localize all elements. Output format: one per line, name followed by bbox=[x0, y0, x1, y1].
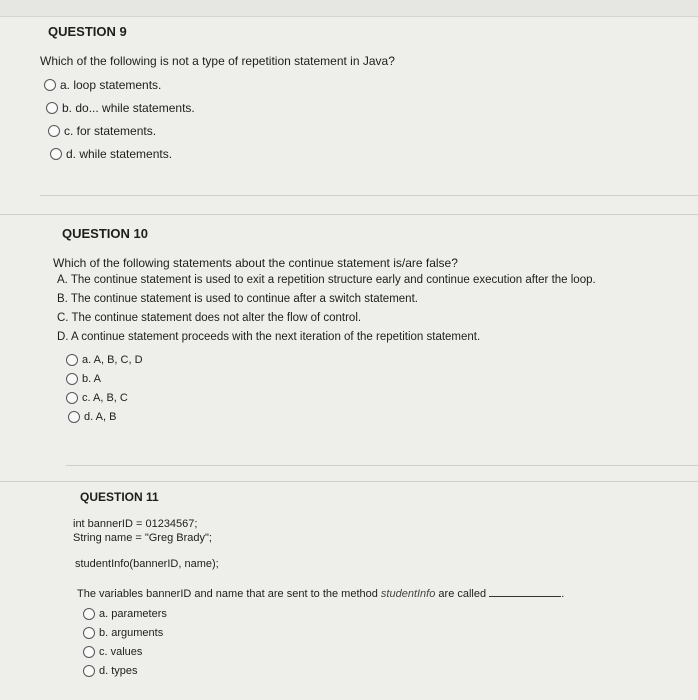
radio-button[interactable] bbox=[83, 646, 95, 658]
divider bbox=[66, 465, 698, 466]
radio-button[interactable] bbox=[46, 102, 58, 114]
option-label: b. do... while statements. bbox=[62, 100, 195, 115]
question-9-option-a[interactable] bbox=[44, 73, 680, 96]
option-label: a. parameters bbox=[99, 607, 167, 620]
question-11-option-a[interactable] bbox=[83, 604, 693, 623]
statement-c: C. The continue statement does not alter the flow of control. bbox=[57, 312, 362, 324]
question-9 bbox=[40, 24, 680, 165]
option-label: a. loop statements. bbox=[60, 77, 162, 92]
question-9-option-b[interactable] bbox=[46, 96, 680, 119]
divider bbox=[0, 481, 698, 482]
option-label: d. A, B bbox=[84, 410, 117, 423]
option-label: c. for statements. bbox=[64, 123, 157, 138]
method-name: studentInfo bbox=[380, 588, 436, 600]
option-label: b. A bbox=[82, 372, 101, 385]
radio-button[interactable] bbox=[66, 373, 78, 385]
question-9-option-c[interactable] bbox=[48, 119, 680, 142]
radio-button[interactable] bbox=[83, 608, 95, 620]
question-10-option-a[interactable] bbox=[66, 350, 693, 369]
question-11-options bbox=[83, 604, 693, 680]
question-10 bbox=[53, 226, 693, 426]
statement-d: D. A continue statement proceeds with the next iteration of the repetition statement. bbox=[57, 331, 481, 343]
question-9-title: QUESTION 9 bbox=[48, 24, 127, 39]
top-band bbox=[0, 0, 698, 17]
question-11 bbox=[73, 490, 693, 680]
question-11-option-b[interactable] bbox=[83, 623, 693, 642]
option-label: b. arguments bbox=[99, 626, 164, 639]
statement-a: A. The continue statement is used to exit a repetition structure early and continue execution after the loop. bbox=[57, 274, 596, 286]
radio-button[interactable] bbox=[66, 354, 78, 366]
code-block bbox=[73, 518, 693, 546]
question-10-statements bbox=[57, 274, 693, 350]
question-10-text: Which of the following statements about the continue statement is/are false? bbox=[53, 256, 458, 270]
radio-button[interactable] bbox=[83, 665, 95, 677]
question-11-text-end: . bbox=[561, 588, 565, 600]
option-label: a. A, B, C, D bbox=[82, 353, 143, 366]
question-9-text: Which of the following is not a type of repetition statement in Java? bbox=[40, 54, 395, 68]
radio-button[interactable] bbox=[83, 627, 95, 639]
question-11-text-after: are called bbox=[435, 588, 487, 600]
option-label: c. A, B, C bbox=[82, 391, 128, 404]
question-10-option-c[interactable] bbox=[66, 388, 693, 407]
question-11-option-c[interactable] bbox=[83, 642, 693, 661]
radio-button[interactable] bbox=[66, 392, 78, 404]
radio-button[interactable] bbox=[50, 148, 62, 160]
question-10-title: QUESTION 10 bbox=[62, 226, 148, 241]
statement-b: B. The continue statement is used to continue after a switch statement. bbox=[57, 293, 418, 305]
divider bbox=[40, 195, 698, 196]
question-9-options bbox=[40, 73, 680, 165]
radio-button[interactable] bbox=[68, 411, 80, 423]
question-10-option-d[interactable] bbox=[68, 407, 693, 426]
option-label: c. values bbox=[99, 645, 143, 658]
question-10-options bbox=[66, 350, 693, 426]
option-label: d. types bbox=[99, 664, 138, 677]
question-11-text bbox=[77, 586, 693, 600]
code-line-2: String name = "Greg Brady"; bbox=[73, 532, 212, 544]
radio-button[interactable] bbox=[48, 125, 60, 137]
radio-button[interactable] bbox=[44, 79, 56, 91]
option-label: d. while statements. bbox=[66, 146, 173, 161]
question-9-option-d[interactable] bbox=[50, 142, 680, 165]
divider bbox=[0, 214, 698, 215]
code-line-1: int bannerID = 01234567; bbox=[73, 518, 198, 530]
method-call: studentInfo(bannerID, name); bbox=[75, 558, 219, 570]
question-11-title: QUESTION 11 bbox=[80, 490, 159, 504]
question-10-option-b[interactable] bbox=[66, 369, 693, 388]
question-11-text-before: The variables bannerID and name that are sent to the method bbox=[77, 588, 381, 600]
question-11-option-d[interactable] bbox=[83, 661, 693, 680]
answer-blank bbox=[489, 586, 561, 597]
